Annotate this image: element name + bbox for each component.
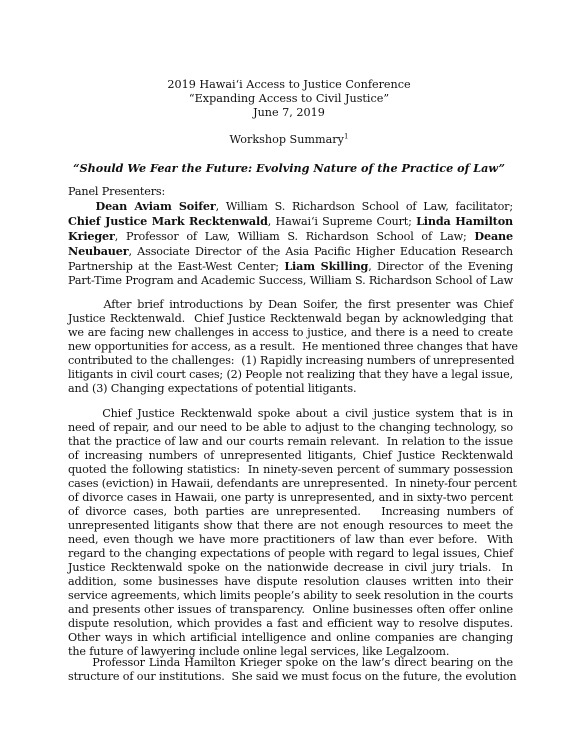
presenter-name: Dean Aviam Soifer	[95, 199, 216, 213]
paragraph-line: service agreements, which limits people’s ability to seek resolution in the courts	[68, 589, 514, 602]
panel-line	[68, 244, 513, 259]
panel-heading: Panel Presenters:	[68, 185, 166, 198]
presenter-detail	[68, 200, 96, 213]
presenter-detail: , Professor of Law, William S. Richardson School of Law;	[114, 230, 475, 243]
paragraph-line: litigants in civil court cases; (2) People not realizing that they have a legal issue,	[68, 368, 514, 381]
conference-theme: “Expanding Access to Civil Justice”	[188, 92, 390, 105]
paragraph-krieger	[68, 656, 517, 684]
paragraph-line: contributed to the challenges: (1) Rapidly increasing numbers of unrepresented	[68, 354, 515, 367]
paragraph-line: addition, some businesses have dispute resolution clauses written into their	[68, 575, 513, 588]
presenter-name: Deane	[474, 229, 513, 243]
panel-line	[68, 229, 513, 244]
paragraph-line: new opportunities for access, as a result. He mentioned three changes that have	[68, 340, 518, 353]
session-title: “Should We Fear the Future: Evolving Nature of the Practice of Law”	[73, 161, 505, 175]
panel-line	[68, 199, 513, 214]
paragraph-line: and (3) Changing expectations of potential litigants.	[68, 382, 357, 395]
presenter-detail: , Hawaiʻi Supreme Court;	[267, 215, 417, 228]
paragraph-line: cases (eviction) in Hawaii, defendants are unrepresented. In ninety-four percent	[68, 477, 517, 490]
paragraph-line: of divorce cases, both parties are unrepresented. Increasing numbers of	[68, 505, 513, 518]
paragraph-line: quoted the following statistics: In ninety-seven percent of summary possession	[68, 463, 513, 476]
presenter-name: Linda Hamilton	[416, 214, 513, 228]
footnote-reference[interactable]: 1	[343, 132, 349, 141]
paragraph-line: unrepresented litigants show that there are not enough resources to meet the	[68, 519, 513, 532]
paragraph-line: Chief Justice Recktenwald spoke about a civil justice system that is in	[68, 407, 513, 420]
paragraph-line: Other ways in which artificial intelligence and online companies are changing	[68, 631, 513, 644]
presenter-detail: , Director of the Evening	[368, 260, 513, 273]
paragraph-line: Justice Recktenwald. Chief Justice Recktenwald began by acknowledging that	[68, 312, 513, 325]
conference-title: 2019 Hawaiʻi Access to Justice Conference	[167, 78, 411, 91]
paragraph-line: Professor Linda Hamilton Krieger spoke on the law’s direct bearing on the	[68, 656, 513, 669]
conference-date: June 7, 2019	[253, 106, 325, 119]
workshop-summary-label: Workshop Summary	[229, 133, 344, 146]
paragraph-line: that the practice of law and our courts remain relevant. In relation to the issue	[68, 435, 513, 448]
presenter-name: Chief Justice Mark Recktenwald	[68, 214, 268, 228]
workshop-summary-heading	[60, 133, 518, 147]
paragraph-line: dispute resolution, which provides a fast and efficient way to resolve disputes.	[68, 617, 513, 630]
paragraph-line: structure of our institutions. She said we must focus on the future, the evolution	[68, 670, 517, 683]
panel-presenters	[68, 199, 513, 288]
paragraph-line: need of repair, and our need to be able to adjust to the changing technology, so	[68, 421, 513, 434]
paragraph-introductions	[68, 298, 518, 396]
presenter-detail: Part-Time Program and Academic Success, William S. Richardson School of Law	[68, 274, 514, 287]
paragraph-line: the future of lawyering include online legal services, like Legalzoom.	[68, 645, 450, 658]
paragraph-line: we are facing new challenges in access to justice, and there is a need to create	[68, 326, 513, 339]
paragraph-line: of divorce cases in Hawaii, one party is unrepresented, and in sixty-two percent	[68, 491, 513, 504]
paragraph-line: need, even though we have more practitioners of law than ever before. With	[68, 533, 513, 546]
presenter-name: Liam Skilling	[284, 259, 369, 273]
paragraph-line: Justice Recktenwald spoke on the nationwide decrease in civil jury trials. In	[68, 561, 513, 574]
presenter-name: Krieger	[68, 229, 115, 243]
presenter-detail: , William S. Richardson School of Law, facilitator;	[215, 200, 514, 213]
presenter-detail: , Associate Director of the Asia Pacific Higher Education Research	[128, 245, 513, 258]
presenter-detail: Partnership at the East-West Center;	[68, 260, 285, 273]
paragraph-line: and presents other issues of transparency. Online businesses often offer online	[68, 603, 513, 616]
panel-line	[68, 259, 513, 274]
paragraph-line: regard to the changing expectations of people with regard to legal issues, Chief	[68, 547, 513, 560]
paragraph-civil-justice	[68, 407, 517, 659]
panel-line	[68, 274, 513, 288]
paragraph-line: of increasing numbers of unrepresented litigants, Chief Justice Recktenwald	[68, 449, 513, 462]
panel-line	[68, 214, 513, 229]
paragraph-line: After brief introductions by Dean Soifer, the first presenter was Chief	[68, 298, 513, 311]
presenter-name: Neubauer	[68, 244, 129, 258]
